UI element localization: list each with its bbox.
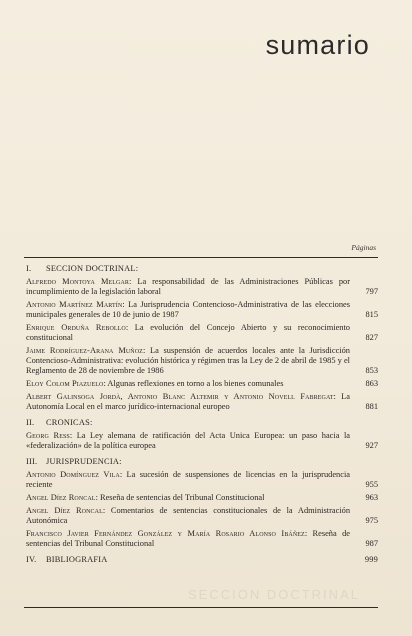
section-heading — [26, 555, 378, 565]
entry-text — [26, 323, 350, 343]
page-number: 881 — [365, 402, 378, 411]
toc-entry — [26, 323, 378, 343]
entry-text — [26, 470, 350, 490]
entry-author: Francisco Javier Fernández González y María Rosario Alonso Ibáñez — [26, 529, 305, 538]
entry-text — [26, 493, 350, 503]
page-number: 963 — [365, 493, 378, 502]
page-number: 797 — [365, 287, 378, 296]
entry-title: : Reseña de sentencias del Tribunal Constitucional — [95, 493, 265, 502]
section-title: BIBLIOGRAFIA — [46, 555, 108, 564]
page-number: 955 — [365, 480, 378, 489]
top-rule — [24, 257, 378, 258]
table-of-contents — [26, 264, 378, 565]
toc-entry — [26, 493, 378, 503]
entry-title: : Algunas reflexiones en torno a los bienes comunales — [103, 379, 284, 388]
entry-text — [26, 431, 350, 451]
entry-text — [26, 346, 350, 376]
entry-author: Antonio Martínez Martín — [26, 300, 123, 309]
entry-title: : La responsabilidad de las Administraciones Públicas por incumplimiento de la legislación laboral — [26, 277, 351, 296]
entry-title: : La suspensión de acuerdos locales ante la Jurisdicción Contencioso-Administrativa: evolución histórica y régimen tras la Ley de 2 de abril de 1985 y el Reglamento de 28 de noviembre de 1986 — [26, 346, 350, 375]
toc-entry — [26, 346, 378, 376]
entry-author: Antonio Domínguez Vila — [26, 470, 120, 479]
section-number: III. — [26, 457, 38, 466]
entry-title: : La Jurisprudencia Contencioso-Administrativa de las elecciones municipales generales de 10 de junio de 1987 — [26, 300, 351, 319]
toc-entry — [26, 379, 378, 389]
entry-title: : La Ley alemana de ratificación del Acta Unica Europea: un paso hacia la «federalización» de la política europea — [26, 431, 351, 450]
toc-entry — [26, 277, 378, 297]
section-heading — [26, 418, 378, 428]
section-heading — [26, 264, 378, 274]
entry-title: : La evolución del Concejo Abierto y su reconocimiento constitucional — [26, 323, 350, 342]
toc-entry — [26, 470, 378, 490]
page-number: 815 — [365, 310, 378, 319]
page-number: 863 — [365, 379, 378, 388]
page-title: sumario — [265, 30, 370, 60]
page-number: 999 — [364, 555, 378, 564]
entry-author: Georg Ress — [26, 431, 70, 440]
entry-title: : Comentarios de sentencias constitucionales de la Administración Autonómica — [26, 506, 351, 525]
entry-title: : La sucesión de suspensiones de licencias en la jurisprudencia reciente — [26, 470, 350, 489]
entry-author: Jaime Rodríguez-Arana Muñoz — [26, 346, 143, 355]
bottom-rule — [24, 607, 378, 608]
page-number: 975 — [365, 516, 378, 525]
section-heading — [26, 457, 378, 467]
entry-author: Angel Díez Roncal — [26, 493, 96, 502]
entry-text — [26, 392, 350, 412]
section-title: JURISPRUDENCIA: — [46, 457, 122, 466]
entry-author: Albert Galinsoga Jordà, Antonio Blanc Altemir y Antonio Novell Fabregat — [26, 392, 334, 401]
section-number: IV. — [26, 555, 37, 564]
section-title: CRONICAS: — [46, 418, 93, 427]
entry-author: Angel Díez Roncal — [26, 506, 103, 515]
entry-author: Enrique Orduña Rebollo — [26, 323, 126, 332]
watermark: SECCION DOCTRINAL — [188, 587, 360, 602]
pages-column-label: Páginas — [351, 243, 376, 252]
page-number: 927 — [365, 441, 378, 450]
section-number: II. — [26, 418, 35, 427]
entry-text — [26, 277, 350, 297]
entry-author: Eloy Colom Piazuelo — [26, 379, 104, 388]
entry-text — [26, 379, 350, 389]
entry-text — [26, 529, 350, 549]
section-title: SECCION DOCTRINAL: — [46, 264, 139, 273]
page-number: 987 — [365, 539, 378, 548]
entry-text — [26, 300, 350, 320]
entry-title: : La Autonomía Local en el marco jurídico-internacional europeo — [26, 392, 350, 411]
toc-entry — [26, 431, 378, 451]
toc-entry — [26, 506, 378, 526]
toc-entry — [26, 300, 378, 320]
entry-author: Alfredo Montoya Melgar — [26, 277, 130, 286]
toc-entry — [26, 392, 378, 412]
page-number: 853 — [365, 366, 378, 375]
toc-entry — [26, 529, 378, 549]
section-number: I. — [26, 264, 32, 273]
entry-text — [26, 506, 350, 526]
entry-title: : Reseña de sentencias del Tribunal Constitucional — [26, 529, 350, 548]
page-number: 827 — [365, 333, 378, 342]
